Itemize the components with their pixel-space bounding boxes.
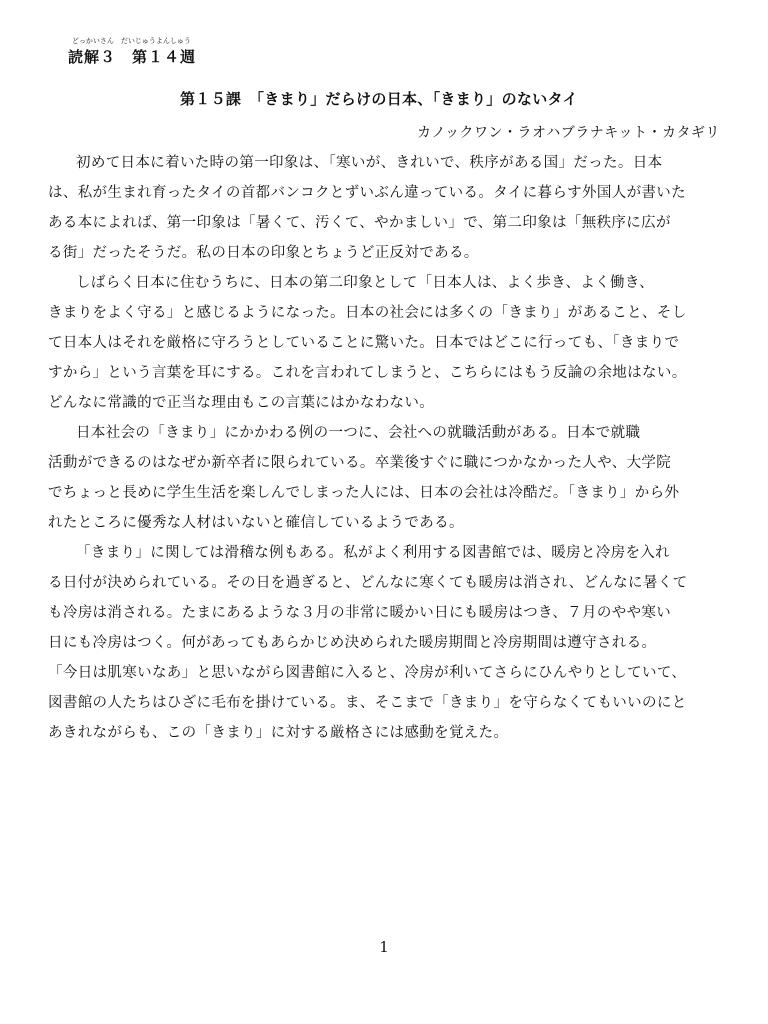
text-line: どんなに常識的で正当な理由もこの言葉にはかなわない。 [48, 395, 435, 411]
text-line: でちょっと長めに学生生活を楽しんでしまった人には、日本の会社は冷酷だ。「きまり」から外 [48, 485, 680, 501]
text-line: しばらく日本に住むうちに、日本の第二印象として「日本人は、よく歩き、よく働き、 [76, 275, 654, 291]
text-line: る日付が決められている。その日を過ぎると、どんなに寒くても暖房は消され、どんなに暑くて [48, 575, 688, 591]
text-line: 「きまり」に関しては滑稽な例もある。私がよく利用する図書館では、暖房と冷房を入れ [76, 545, 670, 561]
text-line: あきれながらも、この「きまり」に対する厳格さには感動を覚えた。 [48, 725, 509, 741]
text-line: も冷房は消される。たまにあるような３月の非常に暖かい日にも暖房はつき、７月のやや寒い [48, 605, 672, 621]
paragraph-3 [48, 418, 720, 538]
text-line: 「今日は肌寒いなあ」と思いながら図書館に入ると、冷房が利いてさらにひんやりとしていて、 [48, 665, 687, 681]
lesson-title: 第１５課 「きまり」だらけの日本、「きまり」のないタイ [180, 90, 578, 108]
worksheet-header [68, 37, 197, 67]
text-line: て日本人はそれを厳格に守ろうとしていることに驚いた。日本ではどこに行っても、「きまりで [48, 335, 680, 351]
header-furigana: どっかいさん だいじゅうよんしゅう [72, 37, 191, 45]
page-number: 1 [379, 938, 389, 956]
text-line: きまりをよく守る」と感じるようになった。日本の社会には多くの「きまり」があること、そし [48, 305, 687, 321]
text-line: 日本社会の「きまり」にかかわる例の一つに、会社への就職活動がある。日本で就職 [76, 425, 641, 441]
text-line: ある本によれば、第一印象は「暑くて、汚くて、やかましい」で、第二印象は「無秩序に広が [48, 215, 671, 231]
paragraph-2 [48, 268, 720, 418]
header-label-text: 読解３ 第１４週 [68, 48, 197, 66]
text-line: すから」という言葉を耳にする。これを言われてしまうと、こちらにはもう反論の余地はない。 [48, 365, 687, 381]
paragraph-1 [48, 148, 720, 268]
text-line: は、私が生まれ育ったタイの首都バンコクとずいぶん違っている。タイに暮らす外国人が書いた [48, 185, 686, 201]
text-line: 初めて日本に着いた時の第一印象は、「寒いが、きれいで、秩序がある国」だった。日本 [76, 155, 663, 171]
paragraph-4 [48, 538, 720, 748]
text-line: 活動ができるのはなぜか新卒者に限られている。卒業後すぐに職につかなかった人や、大学院 [48, 455, 672, 471]
text-line: れたところに優秀な人材はいないと確信しているようである。 [48, 515, 464, 531]
text-line: 日にも冷房はつく。何があってもあらかじめ決められた暖房期間と冷房期間は遵守される。 [48, 635, 657, 651]
text-line: る街」だったそうだ。私の日本の印象とちょうど正反対である。 [48, 245, 479, 261]
article-body [48, 148, 720, 748]
author-name: カノックワン・ラオハブラナキット・カタギリ [417, 125, 720, 141]
text-line: 図書館の人たちはひざに毛布を掛けている。ま、そこまで「きまり」を守らなくてもいいのにと [48, 695, 687, 711]
